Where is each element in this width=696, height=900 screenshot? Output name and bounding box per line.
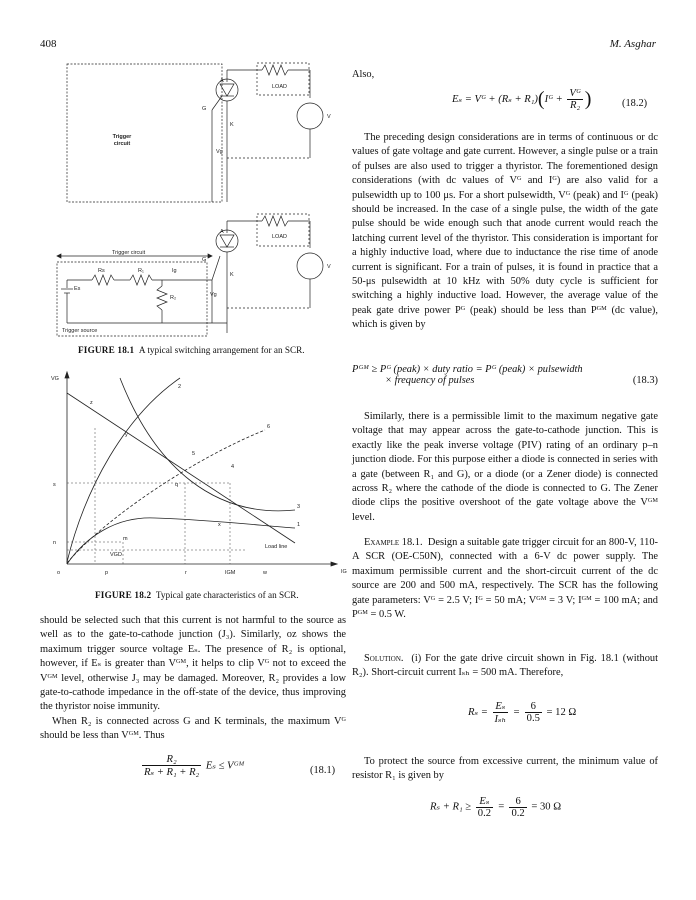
fig1-R2: R₂ — [170, 295, 177, 301]
solution-block — [352, 652, 658, 681]
tick-r: r — [185, 570, 187, 576]
tick-w: w — [263, 570, 267, 576]
eq3-line1: Pᴳᴹ ≥ Pᴳ (peak) × duty ratio = Pᴳ (peak) × pulsewidth — [352, 364, 583, 375]
fig1-caption-text: A typical switching arrangement for an SCR. — [138, 345, 305, 355]
eq5-rhs: = 30 Ω — [531, 801, 562, 813]
curve-6 — [67, 430, 265, 563]
fig1-top-K: K — [230, 122, 234, 128]
fig1-bottom-G: G — [202, 257, 207, 263]
figure-18-2-caption — [95, 590, 299, 600]
eq2-lhs: Eₛ = Vᴳ + (Rₛ + R₁) — [452, 93, 538, 105]
equation-18-1 — [140, 754, 244, 778]
eq1-num: R₂ — [142, 754, 201, 766]
eq4-rhs: = 12 Ω — [546, 706, 577, 718]
label-x: x — [218, 522, 221, 528]
eq5-lhs: Rₛ + R₁ ≥ — [430, 801, 472, 813]
right-para-3: To protect the source from excessive current, the minimum value of resistor R₁ is given by — [352, 756, 658, 782]
figure-18-1-circuit — [52, 58, 342, 338]
fig1-Ig: Ig — [172, 268, 177, 274]
fig1-R1: R₁ — [138, 268, 144, 274]
eq4-den1: Iₛₕ — [494, 714, 507, 725]
fig1-bottom-load: LOAD — [272, 234, 287, 240]
right-column-3 — [352, 755, 658, 784]
eq1-den: Rₛ + R₁ + R₂ — [144, 767, 200, 778]
eq4-lhs: Rₛ = — [468, 706, 488, 718]
eq5-num1: Eₛ — [476, 795, 493, 808]
fig1-bottom-A: A — [220, 229, 224, 235]
label-2: 2 — [178, 384, 182, 390]
ylabel-VG: VG — [51, 376, 59, 382]
equation-18-2: Eₛ = Vᴳ + (Rₛ + R₁)(Iᴳ + $\frac{\text{Vᴳ}}{\text{R₂}}$ ) — [452, 88, 592, 111]
curve-2-max — [67, 378, 180, 562]
eq4-num1: Eₛ — [493, 700, 509, 713]
fig1-top-V: V — [327, 114, 331, 120]
eq4-den2: 0.5 — [526, 713, 540, 724]
label-z: z — [90, 400, 93, 406]
svg-text:circuit: circuit — [113, 141, 131, 147]
equation-rs: Rₛ = $\frac{\text{Eₛ}}{\text{Iₛₕ}}$ = $\frac{6}{0.5}$ = 12 Ω — [468, 701, 577, 725]
fig1-Rs: Rs — [98, 268, 105, 274]
equation-18-3 — [352, 364, 658, 386]
eq2-number: (18.2) — [622, 98, 648, 109]
eq4-num2: 6 — [525, 701, 542, 713]
fig1-top-G: G — [202, 106, 207, 112]
eq5-num2: 6 — [509, 796, 526, 808]
eq1-rest: Eₛ ≤ Vᴳᴹ — [205, 760, 245, 772]
curve-3-power — [120, 378, 295, 511]
label-5: 5 — [192, 451, 196, 457]
fig2-caption-text: Typical gate characteristics of an SCR. — [155, 590, 299, 600]
left-column — [40, 614, 346, 744]
fig1-bottom-Vg: Vg — [210, 292, 217, 298]
eq2-den: R₂ — [569, 100, 581, 111]
tick-o: o — [57, 570, 61, 576]
trigger-circuit-label: Trigger — [112, 134, 132, 140]
tick-p: p — [105, 570, 109, 576]
right-column-2 — [352, 410, 658, 525]
equation-rs-r1: Rₛ + R₁ ≥ $\frac{\text{Eₛ}}{0.2}$ = $\frac{6}{0.2}$ = 30 Ω — [430, 795, 562, 819]
fig1-bottom-K: K — [230, 272, 234, 278]
label-q: q — [175, 482, 179, 488]
vgd-label: VGD — [110, 552, 122, 558]
fig2-caption-label: FIGURE 18.2 — [95, 590, 152, 600]
example-label: Example 18.1. — [364, 537, 423, 548]
curve-1-min — [67, 518, 295, 564]
tick-IGM: IGM — [225, 570, 236, 576]
fig1-caption-label: FIGURE 18.1 — [78, 345, 135, 355]
eq3-number: (18.3) — [632, 375, 658, 386]
right-para-2: Similarly, there is a permissible limit to the maximum negative gate voltage that may appear across the gate-to-cathode junction. This is exactly like the peak inverse voltage (PIV) rating of an ordinary p–n junction diode. For this purpose either a diode is connected in series with a gate (between R₁ and G), or a diode (or a Zener diode) is connected across R₂ where the cathode of the diode is connected to G. The Zener diode clips the positive overshoot of the gate voltage above the Vᴳᴹ level. — [352, 411, 658, 523]
eq3-line2: × frequency of pulses — [385, 375, 475, 386]
fig1-Es: Es — [74, 286, 81, 292]
tick-n: n — [53, 540, 57, 546]
fig1-trigger-source: Trigger source — [62, 328, 98, 334]
label-m: m — [123, 536, 128, 542]
example-text: Design a suitable gate trigger circuit for an 800-V, 110-A SCR (OE-C50N), connected with a 6-V dc power supply. The maximum permissible current and the short-circuit current of the dc source are 200 and 500 mA, respectively. The SCR has the following gate parameters: Vᴳ = 2.5 V; Iᴳ = 50 mA; Vᴳᴹ = 3 V; Iᴳᴹ = 100 mA; and Pᴳᴹ = 0.5 W. — [352, 537, 658, 621]
load-line-label: Load line — [265, 544, 288, 550]
label-y: y — [125, 432, 128, 438]
figure-18-2-chart — [45, 368, 355, 583]
eq5-den1: 0.2 — [477, 808, 492, 819]
right-column-1 — [352, 131, 658, 333]
label-3: 3 — [297, 504, 301, 510]
label-6: 6 — [267, 424, 271, 430]
label-4: 4 — [231, 464, 235, 470]
eq1-number: (18.1) — [310, 765, 336, 776]
eq2-num: Vᴳ — [569, 88, 581, 99]
fig1-bottom-trigger-label: Trigger circuit — [112, 250, 146, 256]
xlabel-IG: IG — [341, 569, 347, 575]
load-line — [67, 393, 295, 543]
eq2-ig: Iᴳ + — [544, 93, 563, 105]
fig1-top-Vg: Vg — [216, 149, 223, 155]
solution-text: (i) For the gate drive circuit shown in Fig. 18.1 (without R₂). Short-circuit current Iₛₕ = 500 mA. Therefore, — [352, 653, 658, 679]
fig1-top-A: A — [220, 78, 224, 84]
eq5-den2: 0.2 — [511, 807, 525, 819]
figure-18-1-caption — [78, 345, 305, 355]
also-text: Also, — [352, 69, 375, 80]
label-1: 1 — [297, 522, 301, 528]
example-block — [352, 536, 658, 622]
page-number: 408 — [40, 38, 57, 50]
left-para-2: When R₂ is connected across G and K terminals, the maximum Vᴳ should be less than Vᴳᴹ. Thus — [40, 715, 346, 742]
fig1-top-load: LOAD — [272, 84, 287, 90]
running-head: M. Asghar — [609, 38, 656, 50]
left-para-1: should be selected such that this current is not harmful to the source as well as to the gate-to-cathode junction (J₃). Similarly, oz shows the maximum trigger source voltage Eₛ. The presence of R₂ is optional, however, if Eₛ is greater than Vᴳᴹ, it helps to clip Vᴳ not to exceed the Vᴳᴹ level, otherwise J₃ may be damaged. Moreover, R₂ provides a low gate-to-cathode impedance in the off-state of the device, thus improving the thyristor noise immunity. — [40, 615, 346, 713]
right-para-1: The preceding design considerations are in terms of continuous or dc values of gate voltage and gate current. However, a single pulse or a train of pulses are also used to trigger a thyristor. The forementioned design considerations (with dc values of Vᴳ and Iᴳ) are also valid for a pulsewidth up to 100 μs. For a short pulsewidth, Vᴳ (peak) and Iᴳ (peak) should be increased. In the case of a single pulse, the width of the gate pulse should be wide enough such that anode current would reach the latching current level of the thyristor. This consideration is important for a highly inductive load, where due to inductance the rise time of anode current is significant. For a train of pulses, it is found in practice that a 50-μs pulsewidth at 10 kHz with 50% duty cycle is sufficient for switching a highly inductive load. However, the average value of the peak gate drive power Pᴳ (peak) should be less than Pᴳᴹ (dc value), which is given by — [352, 132, 658, 331]
tick-s: s — [53, 482, 56, 488]
trigger-circuit-box — [67, 64, 222, 202]
fig1-bottom-V: V — [327, 264, 331, 270]
solution-label: Solution. — [364, 653, 404, 664]
